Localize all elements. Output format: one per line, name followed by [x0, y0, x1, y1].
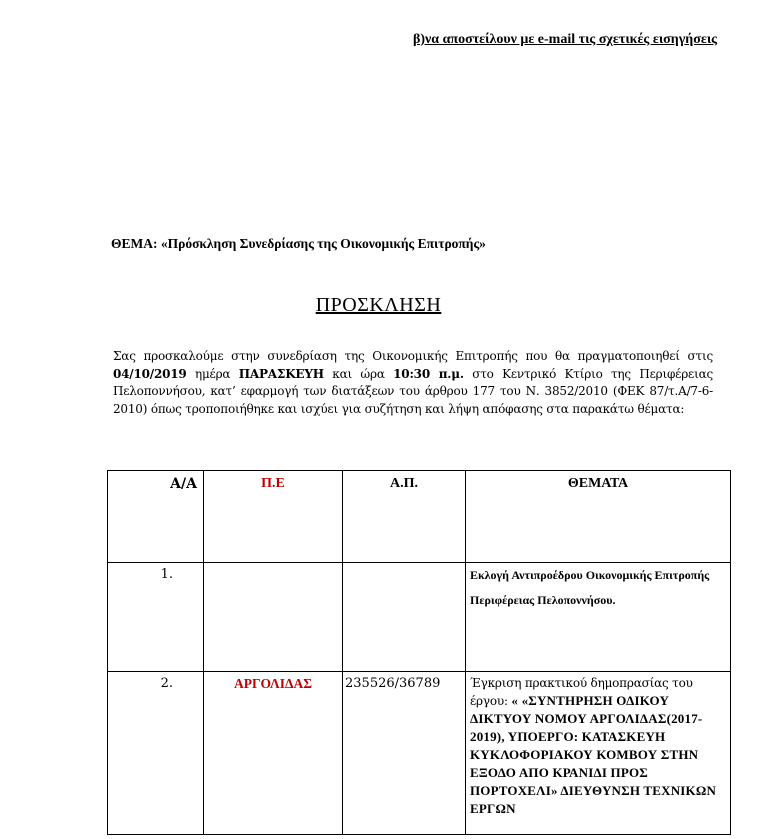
- theme-project-title: « «ΣΥΝΤΗΡΗΣΗ ΟΔΙΚΟΥ ΔΙΚΤΥΟΥ ΝΟΜΟΥ ΑΡΓΟΛΙΔΑΣ(2017-2019), ΥΠΟΕΡΓΟ: ΚΑΤΑΣΚΕΥΗ ΚΥΚΛΟΦΟΡΙΑΚΟΥ ΚΟΜΒΟΥ ΣΤΗΝ ΕΞΟΔΟ ΑΠΟ ΚΡΑΝΙΔΙ ΠΡΟΣ ΠΟΡΤΟΧΕΛΙ» ΔΙΕΥΘΥΝΣΗ ΤΕΧΝΙΚΩΝ ΕΡΓΩΝ: [470, 693, 717, 816]
- row-pe: ΑΡΓΟΛΙΔΑΣ: [204, 672, 343, 835]
- table-row: [108, 672, 731, 835]
- meeting-day: ΠΑΡΑΣΚΕΥΗ: [238, 366, 324, 381]
- theme-intro-text: Έγκριση πρακτικού δημοπρασίας του έργου:: [470, 676, 693, 708]
- intro-text: και ώρα: [323, 366, 394, 381]
- subject-line: ΘΕΜΑ: «Πρόσκληση Συνεδρίασης της Οικονομικής Επιτροπής»: [111, 236, 486, 251]
- table-row: [108, 563, 731, 672]
- meeting-time: 10:30 π.μ.: [393, 366, 464, 381]
- row-ap: 235526/36789: [343, 672, 466, 835]
- header-ap: Α.Π.: [343, 471, 466, 563]
- header-pe: Π.Ε: [204, 471, 343, 563]
- header-themata: ΘΕΜΑΤΑ: [466, 471, 731, 563]
- header-note: β)να αποστείλουν με e-mail τις σχετικές εισηγήσεις: [413, 32, 718, 47]
- row-ap: [343, 563, 466, 672]
- intro-text: Σας προσκαλούμε στην συνεδρίαση της Οικονομικής Επιτροπής που θα πραγματοποιηθεί στις: [113, 349, 713, 363]
- intro-paragraph: [113, 348, 713, 418]
- row-theme: Εκλογή Αντιπροέδρου Οικονομικής Επιτροπής Περιφέρειας Πελοποννήσου.: [466, 563, 731, 672]
- intro-text: στο Κεντρικό Κτίριο της Περιφέρειας Πελοποννήσου, κατ’ εφαρμογή των διατάξεων του άρθρου 177 του Ν. 3852/2010 (ΦΕΚ 87/τ.Α/7-6-2010) όπως τροποποιήθηκε και ισχύει για συζήτηση και λήψη απόφασης στα παρακάτω θέματα:: [113, 366, 713, 416]
- row-number: 1.: [108, 563, 204, 672]
- intro-text: ημέρα: [186, 366, 239, 381]
- row-theme: [466, 672, 731, 835]
- document-title: ΠΡΟΣΚΛΗΣΗ: [315, 294, 442, 316]
- header-aa: Α/Α: [108, 471, 204, 563]
- row-number: 2.: [108, 672, 204, 835]
- table-header-row: [108, 471, 731, 563]
- meeting-date: 04/10/2019: [113, 366, 187, 381]
- row-pe: [204, 563, 343, 672]
- agenda-table: [107, 470, 731, 835]
